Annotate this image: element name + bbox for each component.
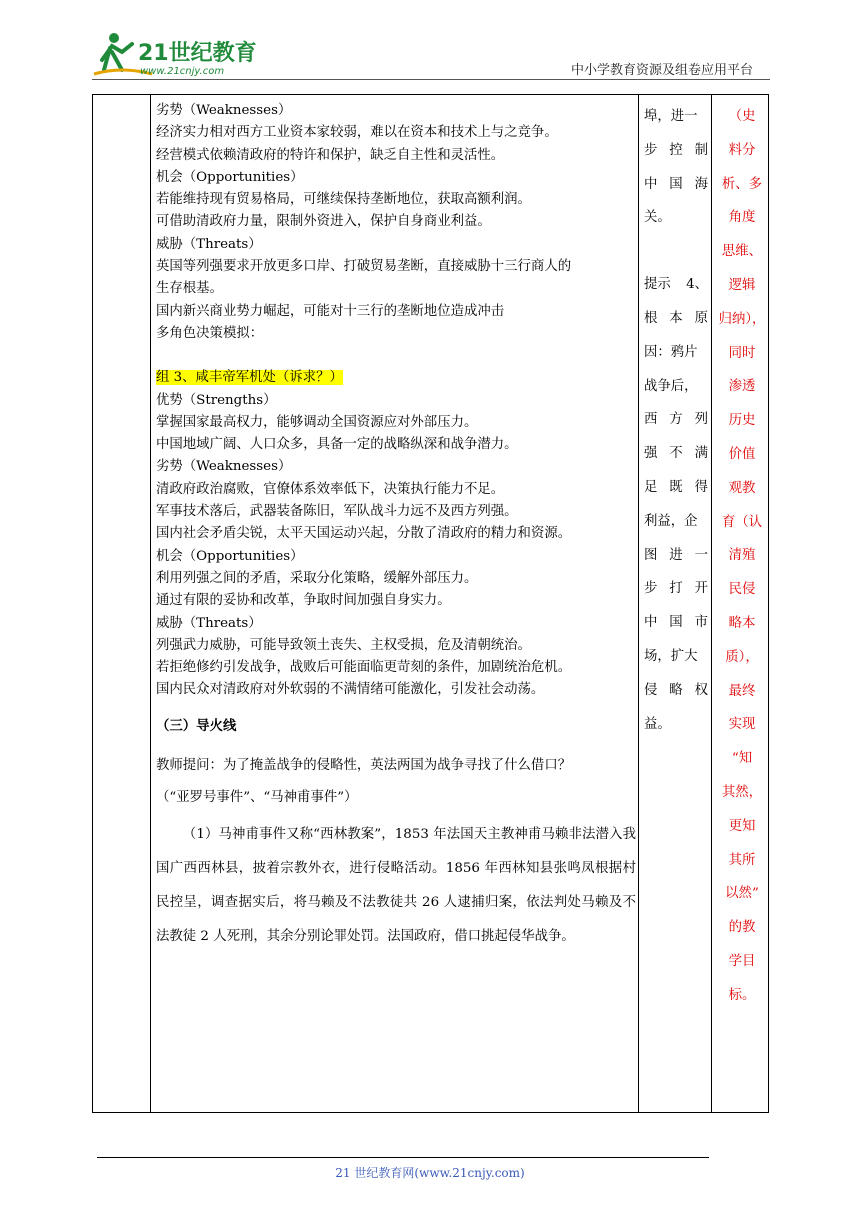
intent-line: 育（认 — [721, 514, 763, 530]
svg-text:21世纪教育: 21世纪教育 — [138, 41, 257, 66]
activity-line: 根 本 原 — [644, 310, 708, 326]
content-line: 若能维持现有贸易格局，可继续保持垄断地位，获取高额利润。 — [156, 192, 531, 208]
activity-line: 埠，进一 — [644, 109, 698, 124]
column-divider — [638, 95, 639, 1112]
content-line: 国内新兴商业势力崛起，可能对十三行的垄断地位造成冲击 — [156, 303, 505, 319]
activity-line: 中 国 市 — [644, 615, 708, 631]
design-intent — [716, 100, 768, 1013]
intent-line: 的教 — [728, 920, 756, 936]
content-line: 劣势（Weaknesses） — [156, 103, 292, 118]
intent-line: 标。 — [728, 987, 756, 1003]
content-line: 威胁（Threats） — [156, 615, 262, 631]
content-line: 经济实力相对西方工业资本家较弱，难以在资本和技术上与之竞争。 — [156, 125, 558, 141]
footer-link[interactable]: 21 世纪教育网(www.21cnjy.com) — [335, 1166, 525, 1180]
content-line: 若拒绝修约引发战争，战败后可能面临更苛刻的条件，加剧统治危机。 — [156, 660, 572, 676]
content-line: 中国地域广阔、人口众多，具备一定的战略纵深和战争潜力。 — [156, 437, 518, 453]
column-divider — [150, 95, 151, 1112]
content-line: 生存根基。 — [156, 281, 223, 297]
swot-block-court — [156, 390, 636, 702]
content-line: 英国等列强要求开放更多口岸、打破贸易垄断，直接威胁十三行商人的 — [156, 259, 572, 275]
intent-line: 渗透 — [728, 379, 756, 395]
section-title: （三）导火线 — [156, 718, 237, 734]
intent-line: “知 — [731, 751, 753, 767]
activity-line: 图 进 一 — [644, 547, 708, 563]
activity-line: 步 控 制 — [644, 142, 708, 158]
content-line: 利用列强之间的矛盾，采取分化策略，缓解外部压力。 — [156, 570, 478, 586]
intent-line: 其然， — [721, 784, 763, 800]
lesson-table — [92, 94, 769, 1113]
intent-line: 价值 — [728, 446, 756, 462]
column-divider — [711, 95, 712, 1112]
teacher-question: 教师提问：为了掩盖战争的侵略性，英法两国为战争寻找了什么借口？ — [156, 758, 572, 774]
event-paragraph: （1）马神甫事件又称“西林教案”，1853 年法国天主教神甫马赖非法潜入我国广西西林县，披着宗教外衣，进行侵略活动。1856 年西林知县张鸣凤根据村民控呈，调查据实后，将马赖及不法教徒共 26 人逮捕归案，依法判处马赖及不法教徒 2 人死刑，其余分别论罪处罚。法国政府，借口挑起侵华战争。 — [156, 827, 636, 945]
activity-line: 侵 略 权 — [644, 682, 708, 698]
activity-line: 提示 4、 — [644, 277, 708, 293]
platform-name: 中小学教育资源及组卷应用平台 — [570, 63, 753, 78]
content-line: 清政府政治腐败，官僚体系效率低下，决策执行能力不足。 — [156, 481, 505, 497]
content-line: 机会（Opportunities） — [156, 548, 304, 564]
intent-line: 清殖 — [728, 548, 756, 564]
content-line: 列强武力威胁，可能导致领土丧失、主权受损，危及清朝统治。 — [156, 637, 531, 653]
activity-line: 利益，企 — [644, 513, 698, 529]
intent-line: 质）， — [725, 649, 759, 665]
swot-block-merchants — [156, 100, 636, 345]
logo-21cnjy — [92, 30, 262, 78]
content-line: 通过有限的妥协和改革，争取时间加强自身实力。 — [156, 593, 451, 609]
intent-line: 思维、 — [721, 244, 763, 260]
group-3-highlight: 组 3、咸丰帝军机处（诉求？） — [156, 370, 343, 386]
intent-line: 同时 — [728, 345, 756, 361]
activity-line: 强 不 满 — [644, 446, 708, 462]
intent-line: 略本 — [728, 615, 756, 631]
footer-rule — [97, 1157, 709, 1158]
activity-line: 场，扩大 — [644, 648, 698, 664]
content-line: 国内民众对清政府对外软弱的不满情绪可能激化，引发社会动荡。 — [156, 682, 545, 698]
content-line: 国内社会矛盾尖锐，太平天国运动兴起，分散了清政府的精力和资源。 — [156, 526, 572, 542]
svg-text:www.21cnjy.com: www.21cnjy.com — [140, 66, 225, 77]
intent-line: 历史 — [728, 413, 756, 429]
content-line: 劣势（Weaknesses） — [156, 459, 292, 475]
activity-line: 西 方 列 — [644, 412, 708, 428]
teaching-content — [156, 100, 636, 954]
group-heading — [156, 367, 636, 389]
intent-line: 以然” — [725, 886, 759, 902]
intent-line: 学目 — [728, 953, 756, 969]
intent-line: 料分 — [728, 142, 756, 158]
intent-line: 角度 — [728, 210, 756, 226]
intent-line: 实现 — [728, 717, 756, 733]
intent-line: 更知 — [728, 818, 756, 834]
activity-line: 关。 — [644, 210, 671, 226]
question-answer: （“亚罗号事件”、“马神甫事件”） — [156, 790, 358, 806]
page-header — [0, 0, 860, 90]
activity-line: 益。 — [644, 716, 671, 732]
content-line: 多角色决策模拟： — [156, 325, 264, 341]
intent-line: 其所 — [728, 852, 756, 868]
intent-line: （史 — [728, 109, 756, 124]
activity-line: 足 既 得 — [644, 479, 708, 495]
header-rule — [92, 79, 770, 80]
content-line: 可借助清政府力量，限制外资进入，保护自身商业利益。 — [156, 214, 491, 230]
content-line: 威胁（Threats） — [156, 236, 262, 252]
intent-line: 观教 — [728, 480, 756, 496]
intent-line: 逻辑 — [728, 277, 756, 293]
content-line: 军事技术落后，武器装备陈旧，军队战斗力远不及西方列强。 — [156, 504, 518, 520]
content-line: 经营模式依赖清政府的特许和保护，缺乏自主性和灵活性。 — [156, 147, 505, 163]
content-line: 机会（Opportunities） — [156, 169, 304, 185]
content-line: 优势（Strengths） — [156, 392, 277, 408]
intent-line: 析、多 — [721, 176, 763, 192]
activity-line: 因：鸦片 — [644, 344, 698, 360]
activity-line: 步 打 开 — [644, 581, 708, 597]
student-activity — [644, 100, 708, 741]
activity-line: 中 国 海 — [644, 176, 708, 192]
intent-line: 最终 — [728, 683, 756, 699]
activity-line: 战争后， — [644, 378, 698, 394]
intent-line: 归纳）， — [718, 311, 766, 327]
intent-line: 民侵 — [728, 582, 756, 598]
content-line: 掌握国家最高权力，能够调动全国资源应对外部压力。 — [156, 414, 478, 430]
